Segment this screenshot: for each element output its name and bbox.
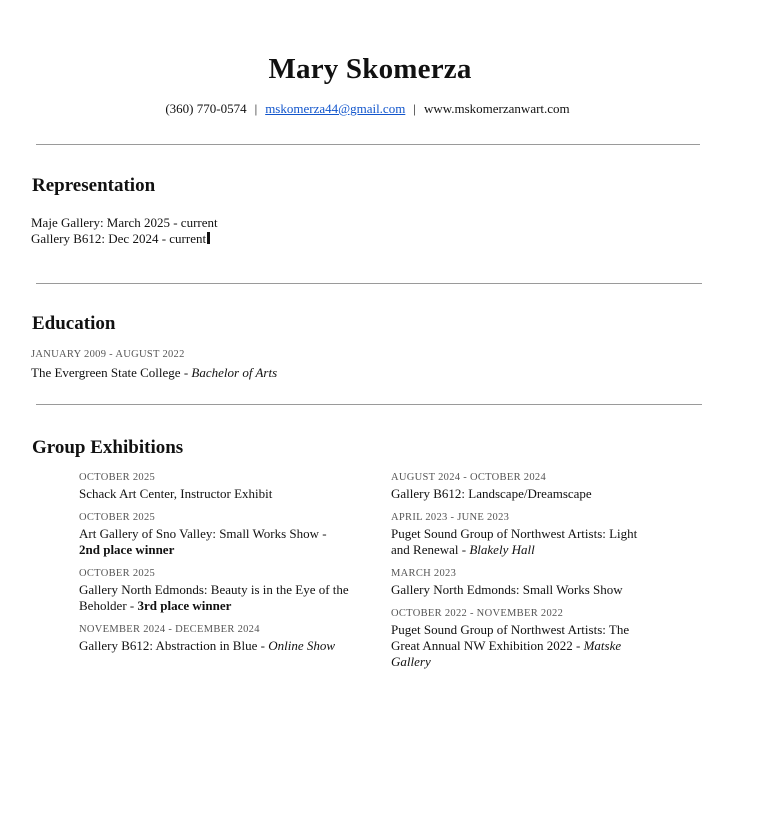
- exhibition-date: APRIL 2023 - JUNE 2023: [391, 512, 510, 523]
- representation-item: Gallery B612: Dec 2024 - current: [31, 231, 207, 246]
- degree: Bachelor of Arts: [191, 365, 278, 380]
- representation-item-row: [31, 231, 210, 247]
- exhibition-venue: Matske Gallery: [391, 638, 622, 669]
- exhibition-title-row: [79, 486, 349, 502]
- exhibition-entry: [391, 608, 646, 670]
- exhibition-entry: [79, 568, 349, 614]
- divider: [36, 404, 702, 405]
- education-heading: Education: [32, 313, 116, 334]
- exhibition-title: Gallery B612: Abstraction in Blue: [79, 638, 258, 653]
- exhibition-title-row: [79, 638, 349, 654]
- exhibition-title: Gallery North Edmonds: Beauty is in the Eye of the Beholder: [79, 582, 349, 613]
- exhibition-date: MARCH 2023: [391, 568, 457, 579]
- exhibition-title-row: [79, 582, 349, 614]
- phone-number: (360) 770-0574: [165, 101, 247, 116]
- exhibition-entry: [391, 512, 646, 558]
- dash: -: [180, 365, 192, 380]
- exhibition-entry: [79, 624, 349, 654]
- exhibition-date: AUGUST 2024 - OCTOBER 2024: [391, 472, 547, 483]
- dash: -: [126, 598, 138, 613]
- exhibitions-left-column: [79, 472, 349, 664]
- email-link[interactable]: mskomerza44@gmail.com: [265, 101, 406, 116]
- text-cursor: [207, 232, 210, 244]
- divider: [36, 283, 702, 284]
- dash: -: [257, 638, 269, 653]
- exhibition-venue: Blakely Hall: [469, 542, 535, 557]
- exhibition-date: OCTOBER 2025: [79, 568, 156, 579]
- exhibition-title: Schack Art Center, Instructor Exhibit: [79, 486, 273, 501]
- exhibition-award: 2nd place winner: [79, 542, 175, 557]
- resume-name: Mary Skomerza: [268, 53, 472, 85]
- website-text: www.mskomerzanwart.com: [423, 101, 570, 116]
- exhibitions-right-column: [391, 472, 646, 680]
- exhibition-title-row: [391, 622, 646, 670]
- dash: -: [572, 638, 584, 653]
- exhibition-entry: [79, 512, 349, 558]
- exhibition-entry: [79, 472, 349, 502]
- exhibition-title-row: [391, 526, 646, 558]
- exhibition-title-row: [391, 582, 646, 598]
- dash: -: [458, 542, 470, 557]
- exhibition-title-row: [391, 486, 646, 502]
- exhibition-date: OCTOBER 2022 - NOVEMBER 2022: [391, 608, 564, 619]
- dash: -: [319, 526, 327, 541]
- exhibition-award: 3rd place winner: [137, 598, 232, 613]
- exhibition-entry: [391, 568, 646, 598]
- exhibition-title: Gallery B612: Landscape/Dreamscape: [391, 486, 592, 501]
- group-exhibitions-heading: Group Exhibitions: [32, 437, 184, 458]
- exhibition-date: OCTOBER 2025: [79, 472, 156, 483]
- representation-heading: Representation: [32, 175, 156, 196]
- education-entry: [31, 365, 277, 381]
- exhibition-title: Gallery North Edmonds: Small Works Show: [391, 582, 623, 597]
- education-date: JANUARY 2009 - AUGUST 2022: [31, 349, 185, 360]
- separator: |: [413, 101, 416, 116]
- exhibition-title: Puget Sound Group of Northwest Artists: The Great Annual NW Exhibition 2022: [391, 622, 630, 653]
- divider: [36, 144, 700, 145]
- exhibition-date: OCTOBER 2025: [79, 512, 156, 523]
- representation-item: Maje Gallery: March 2025 - current: [31, 215, 218, 230]
- exhibition-title-row: [79, 526, 349, 558]
- separator: |: [254, 101, 258, 116]
- exhibition-venue: Online Show: [268, 638, 336, 653]
- contact-line: [0, 101, 735, 117]
- exhibition-title: Puget Sound Group of Northwest Artists: Light and Renewal: [391, 526, 638, 557]
- exhibition-entry: [391, 472, 646, 502]
- exhibition-title: Art Gallery of Sno Valley: Small Works Show: [79, 526, 320, 541]
- school-name: The Evergreen State College: [31, 365, 181, 380]
- exhibition-date: NOVEMBER 2024 - DECEMBER 2024: [79, 624, 260, 635]
